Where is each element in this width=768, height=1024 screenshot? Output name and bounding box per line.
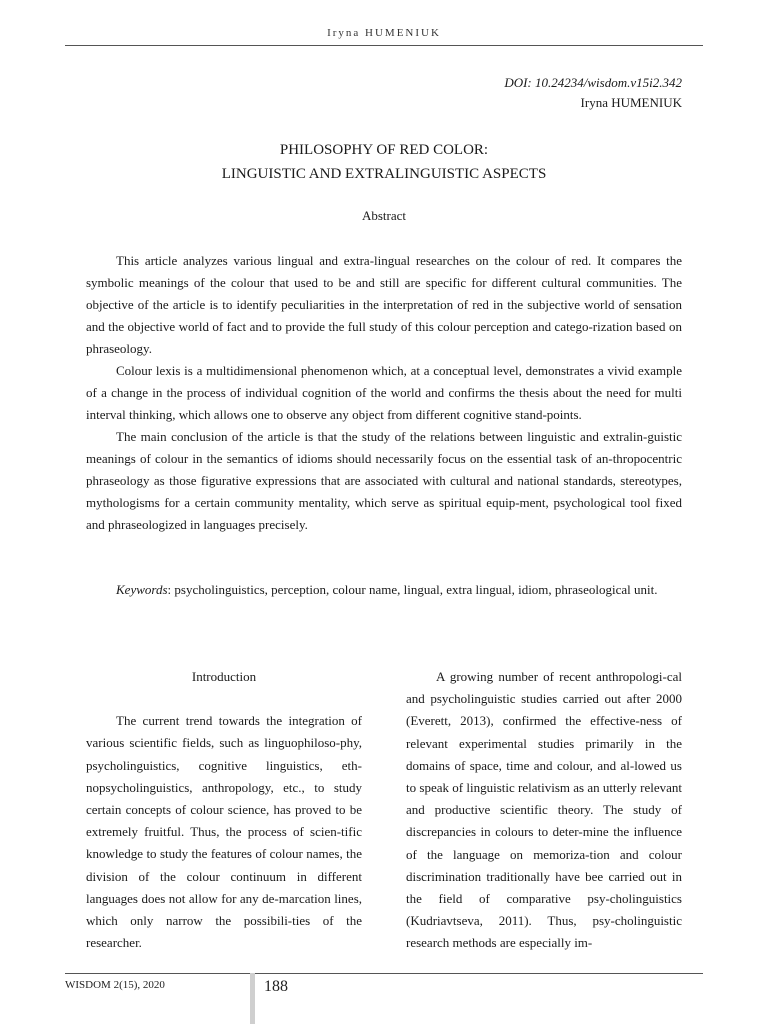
abstract-paragraph: This article analyzes various lingual and extra-lingual researches on the colour of red. It compares the symbolic meanings of the colour that used to be and still are specific for different cultural communities. The objective of the article is to identify peculiarities in the interpretation of red in the subjective world of sensation and the objective world of fact and to provide the full study of this colour perception and catego-rization based on phraseology. xyxy=(86,253,682,356)
body-paragraph: A growing number of recent anthropologi-cal and psycholinguistic studies carried out after 2000 (Everett, 2013), confirmed the effective-ness of relevant experimental studies primarily in the domains of space, time and colour, and al-lowed us to speak of linguistic relativism as an utterly relevant and productive scientific theory. The study of discrepancies in colours to deter-mine the influence of the language on memoriza-tion and colour discrimination traditionally have bee carried out in the field of comparative psy-cholinguistics (Kudriavtseva, 2011). Thus, psy-cholinguistic research methods are especially im- xyxy=(406,669,682,951)
introduction-heading: Introduction xyxy=(191,669,257,684)
keywords xyxy=(86,579,682,601)
header-rule xyxy=(65,45,703,46)
right-column xyxy=(406,666,682,955)
doi-line: DOI: 10.24234/wisdom.v15i2.342 xyxy=(504,75,682,90)
author-name: Iryna HUMENIUK xyxy=(580,95,682,110)
footer-rule xyxy=(65,973,703,974)
left-column xyxy=(86,666,362,954)
running-head: Iryna HUMENIUK xyxy=(327,27,441,39)
footer-journal: WISDOM 2(15), 2020 xyxy=(65,979,165,991)
keywords-label: Keywords xyxy=(116,582,168,597)
title-line-1: PHILOSOPHY OF RED COLOR: xyxy=(279,142,489,158)
abstract-paragraph: The main conclusion of the article is that the study of the relations between linguistic and extralin-guistic meanings of colour in the semantics of idioms should necessarily focus on the essential task of an-thropocentric phraseology as those figurative expressions that are associated with cultural and national standards, stereotypes, mythologisms for a certain community mentality, which serve as spiritual equip-ment, psychological tool fixed and phraseologized in languages precisely. xyxy=(86,429,682,532)
body-paragraph: The current trend towards the integration of various scientific fields, such as linguophiloso-phy, psycholinguistics, cognitive linguistics, eth-nopsycholinguistics, anthropology, etc., to study certain concepts of colour science, has proved to be extremely fruitful. Thus, the process of scien-tific knowledge to study the features of colour names, the division of the colour continuum in different languages does not allow for any de-marcation lines, which only narrow the possibili-ties of the researcher. xyxy=(86,713,362,951)
keywords-text: : psycholinguistics, perception, colour name, lingual, extra lingual, idiom, phraseological unit. xyxy=(167,582,658,597)
article-title xyxy=(86,138,682,186)
abstract-paragraph: Colour lexis is a multidimensional phenomenon which, at a conceptual level, demonstrates a vivid example of a change in the process of individual cognition of the world and confirms the thesis about the need for multi interval thinking, which allows one to observe any object from different cognitive stand-points. xyxy=(86,363,682,422)
page-number: 188 xyxy=(264,978,288,995)
abstract-body xyxy=(86,250,682,536)
abstract-heading: Abstract xyxy=(361,208,407,223)
footer-bar xyxy=(250,973,255,1024)
title-line-2: LINGUISTIC AND EXTRALINGUISTIC ASPECTS xyxy=(221,166,547,182)
